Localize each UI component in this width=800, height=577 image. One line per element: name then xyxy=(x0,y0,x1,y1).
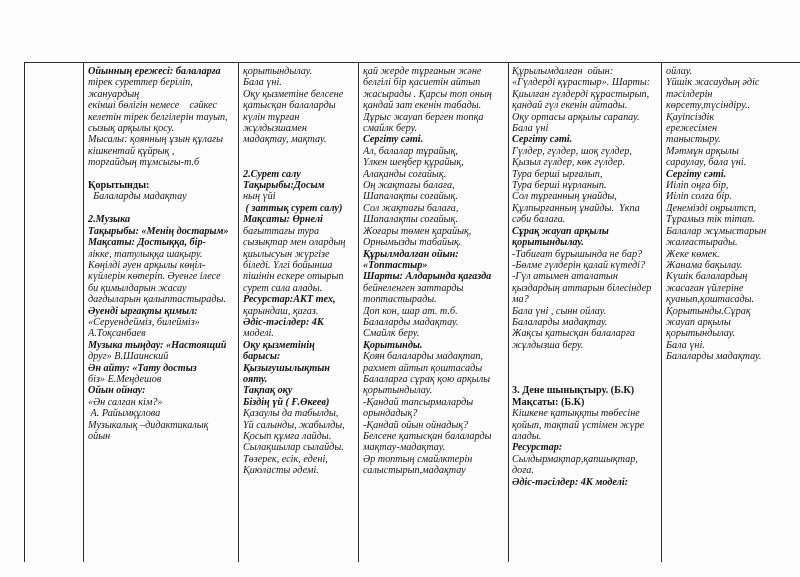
text-line: тірек суреттер беріліп, xyxy=(88,77,193,89)
text-line: пішінін ескере отырып xyxy=(243,271,344,283)
text-line: А.Тоқсанбаев xyxy=(88,328,146,340)
text-line: Балаларға сұрақ қою арқылы xyxy=(363,373,491,385)
text-line: таныстыру. xyxy=(666,134,721,146)
text-line: -Қандай тапсырмаларды xyxy=(363,396,474,408)
text-line: Көңілді әуен арқылы көңіл- xyxy=(88,259,206,271)
text-line: мақтау-мадақтау. xyxy=(363,442,446,454)
text-line: бағыттағы тура xyxy=(243,225,320,237)
text-line: Күшік балалардың xyxy=(666,271,748,283)
text-line: Жанама бақылау. xyxy=(666,259,743,271)
text-line: келетін тірек белгілерін тауып, xyxy=(88,111,228,123)
text-line: Оқу қызметіне белсене xyxy=(243,88,344,100)
text-line: Қызыл гүлдер, көк гүлдер. xyxy=(512,157,626,169)
text-line: Белсене қатысқан балаларды xyxy=(363,431,492,442)
column-divider-5 xyxy=(661,62,662,562)
text-line: ойлау. xyxy=(666,66,693,77)
text-line: мадақтау, мақтау. xyxy=(243,134,327,146)
text-line: Оқу қызметінің xyxy=(243,339,315,351)
text-line: Төзерек, есік, едені, xyxy=(243,453,328,465)
text-line: Мақсаты: Достыққа, бір- xyxy=(88,237,206,249)
text-line: 3. Дене шынықтыру. (Б.К) xyxy=(512,385,635,397)
text-line: «Ән салған кім?» xyxy=(88,396,163,408)
text-line: Мақсаты: (Б.К) xyxy=(512,396,585,408)
text-line: Үй салынды, жабылды, xyxy=(243,419,345,431)
text-line: дағдыларын қалыптастырады. xyxy=(88,294,226,306)
text-line: Қорытынды. xyxy=(363,339,423,351)
text-line: Үйшік жасаудың әдіс xyxy=(666,77,760,89)
text-line: Бала үні xyxy=(512,123,549,135)
text-line: қиылысуын жүргізе xyxy=(243,248,330,260)
text-line: жасырады . Қарсы топ оның xyxy=(363,88,492,100)
text-line: топтастырады. xyxy=(363,294,437,306)
text-line: Үлкен шеңбер құрайық, xyxy=(363,157,464,169)
text-line: А. Райымқұлова xyxy=(88,408,161,420)
text-line: Тұрамыз тік тітап. xyxy=(666,214,755,226)
column-music-activity xyxy=(88,66,236,442)
text-line: Қызығушылықтын xyxy=(243,362,330,374)
text-line: қорытындылау. xyxy=(666,328,736,340)
text-line: Доп кон, шар ат. т.б. xyxy=(363,305,458,317)
text-line: қыздардың аттарын білесіндер xyxy=(512,282,652,294)
text-line: сызықтар мен олардың xyxy=(243,237,346,249)
text-line: алады. xyxy=(512,431,542,442)
column-divider-3 xyxy=(358,62,359,562)
text-line: жалғастырады. xyxy=(666,237,738,249)
text-line: Сылдырмақтар,қапшықтар, xyxy=(512,453,638,465)
text-line: Қорытынды: xyxy=(88,180,150,192)
text-line: Бала үні , сынн ойлау. xyxy=(512,305,607,317)
text-line: Әуенді ырғақты қимыл: xyxy=(88,305,198,317)
text-line: моделі. xyxy=(243,328,274,340)
text-line: екінші бөлігін немесе сәйкес xyxy=(88,100,217,112)
text-line: би қимылдарын жасау xyxy=(88,282,187,294)
column-flowers-and-pe xyxy=(512,66,659,488)
text-line: Сергіту сәті. xyxy=(363,134,424,146)
text-line: қандай гүл екенін айтады. xyxy=(512,100,628,112)
text-line: Ал, балалар тұрайық, xyxy=(363,145,458,157)
text-line: доға. xyxy=(512,465,534,477)
text-line: Балалар жұмыстарын xyxy=(666,225,767,237)
text-line: Музыкалық –дидактикалық xyxy=(88,419,209,431)
text-line: Шапалақты соғайық. xyxy=(363,191,458,203)
text-line: Қоян балаларды мадақтап, xyxy=(363,351,483,363)
text-line: жасаған үйлеріне xyxy=(666,282,744,294)
text-line: қорытындылау. xyxy=(363,385,433,397)
text-line xyxy=(243,157,356,168)
text-line: рахмет айтып қоштасады xyxy=(363,362,483,374)
text-line: лікке, татулыққа шақыру. xyxy=(88,248,203,260)
text-line: Шарты: Алдарында қағазда xyxy=(363,271,492,283)
text-line: жұлдызшамен xyxy=(243,123,307,135)
text-line: Орнымызды табайық. xyxy=(363,237,462,249)
text-line: -Гүл атымен аталатын xyxy=(512,271,618,283)
text-line: күлін тұрған xyxy=(243,111,300,123)
column-divider-4 xyxy=(508,62,509,562)
text-line xyxy=(88,203,236,214)
column-divider-1 xyxy=(83,62,84,562)
text-line: жауап арқылы xyxy=(666,316,731,328)
text-line: Әдіс-тәсілдер: 4К моделі: xyxy=(512,476,629,488)
text-line: ояту. xyxy=(243,373,268,385)
text-line: «Топтастыр» xyxy=(363,259,428,271)
text-line: «Гүлдерді құрастыр». Шарты: xyxy=(512,77,651,89)
text-line: Дұрыс жауап берген топқа xyxy=(363,111,484,123)
text-line: Балаларды мадақтау. xyxy=(363,316,459,328)
text-line: Сұрақ жауап арқылы xyxy=(512,225,609,237)
text-line: Біздің үй ( Ғ.Өкеев) xyxy=(243,396,330,408)
text-line xyxy=(512,363,659,374)
text-line: Әр топтың смайлктерін xyxy=(363,453,473,465)
text-line: Ресурстар: xyxy=(512,442,563,454)
text-line: орындадық? xyxy=(363,408,418,420)
text-line: Тақпақ оқу xyxy=(243,385,293,397)
text-line: Мақсаты: Өрнелі xyxy=(243,214,323,226)
text-line: Гүлдер, гүлдер, шоқ гүлдер, xyxy=(512,145,632,157)
text-line: Шапалақты соғайық. xyxy=(363,214,458,226)
text-line: Музыка тыңдау: «Настоящий xyxy=(88,339,227,351)
text-line: Смайлк беру. xyxy=(363,328,420,340)
text-line xyxy=(88,169,236,180)
text-line: Құлпырғанның ұнайды. Үкпа xyxy=(512,202,640,214)
text-line: Балаларды мадақтау. xyxy=(512,316,608,328)
text-line: Оқу ортасы арқылы сарапау. xyxy=(512,111,640,123)
text-line: қарындаш, қағаз. xyxy=(243,305,319,317)
text-line: Тақырыбы:Досым xyxy=(243,180,325,192)
text-line: ның үйі xyxy=(243,191,276,203)
text-line: Қорытынды.Сұрақ xyxy=(666,305,751,317)
text-line: Оң жақтағы балаға, xyxy=(363,180,455,192)
text-line: күйлерін көтеріп. Әуенге ілесе xyxy=(88,271,221,283)
text-line: «Серуендейміз, билейміз» xyxy=(88,316,200,328)
text-line: Жоғары төмен қарайық, xyxy=(363,225,472,237)
text-line: біз» Е.Меңдешов xyxy=(88,373,162,385)
text-line: қатысқан балаларды xyxy=(243,100,336,112)
text-line: Жақсы қатысқан балаларға xyxy=(512,328,635,340)
column-drawing-activity xyxy=(243,66,356,477)
text-line xyxy=(512,351,659,362)
text-line: Денемізді оңрылтсп, xyxy=(666,202,757,214)
text-line: Сол тұрғанның ұнайды, xyxy=(512,191,617,203)
text-line: қорытындылау. xyxy=(243,66,313,77)
text-line: қорытындылау. xyxy=(512,237,584,249)
column-group-game xyxy=(363,66,506,477)
text-line: Бала үні. xyxy=(666,339,705,351)
text-line: -Табиғат бұрышында не бар? xyxy=(512,248,643,260)
text-line: қандай зат екенін табады. xyxy=(363,100,482,112)
text-line: Иіліп солға бір. xyxy=(666,191,732,203)
text-line: Алақанды соғайық. xyxy=(363,168,447,180)
text-line: Қиылған гүлдерді құрастырып, xyxy=(512,88,650,100)
text-line: Ойын ойнау: xyxy=(88,385,146,397)
text-line: торғайдың тұмсығы-т.б xyxy=(88,157,200,169)
text-line: 2.Музыка xyxy=(88,214,131,226)
text-line: сызық арқылы қосу. xyxy=(88,123,175,135)
text-line: Кішкене қатыққты төбесіне xyxy=(512,408,640,420)
text-line: Мәтмұн арқылы xyxy=(666,145,739,157)
text-line xyxy=(243,146,356,157)
text-line: Қиюласты әдемі. xyxy=(243,465,319,477)
text-line: Иіліп оңға бір, xyxy=(666,180,729,192)
text-line: Тура берші ырғалып, xyxy=(512,168,603,180)
text-line: Әдіс-тәсілдер: 4К xyxy=(243,316,324,328)
text-line: Құрылмдалған ойын: xyxy=(363,248,459,260)
text-line: Тура берші нұрланып. xyxy=(512,180,607,192)
text-line: көрсету,түсіндіру.. xyxy=(666,100,751,112)
text-line: сәби балаға. xyxy=(512,214,566,226)
column-divider-2 xyxy=(238,62,239,562)
text-line: қай жерде тұрғанын және xyxy=(363,66,482,77)
text-line: бейнеленген заттарды xyxy=(363,282,464,294)
text-line: смайлк беру. xyxy=(363,123,417,135)
text-line: Ойынның ережесі: балаларға xyxy=(88,66,221,77)
text-line: Сылақшылар сылайды. xyxy=(243,442,344,454)
text-line: қуанып,қоштасады. xyxy=(666,294,755,306)
text-line: жұлдызша беру. xyxy=(512,339,584,351)
text-line: Тақырыбы: «Менің достарым» xyxy=(88,225,229,237)
column-house-construction xyxy=(666,66,798,363)
text-line: жануардың xyxy=(88,88,140,100)
table-border-left xyxy=(24,62,25,562)
text-line: Балаларды мадақтау. xyxy=(666,351,762,363)
text-line: біледі. Үлгі бойынша xyxy=(243,259,333,271)
text-line: сараулау, бала үні. xyxy=(666,157,747,169)
text-line: барысы: xyxy=(243,351,281,363)
text-line: -Бөлме гүлдерін қалай күтеді? xyxy=(512,259,646,271)
text-line: сурет сала алады. xyxy=(243,282,323,294)
text-line: Бала үні. xyxy=(243,77,282,89)
text-line: друг» В.Шаинский xyxy=(88,351,169,363)
text-line: ойын xyxy=(88,431,111,442)
text-line: Сол жақтағы балаға, xyxy=(363,202,459,214)
text-line: Құрылымдалған ойын: xyxy=(512,66,614,77)
text-line: Жеке көмек. xyxy=(666,248,720,260)
text-line: салыстырып,мадақтау xyxy=(363,465,466,477)
text-line: 2.Сурет салу xyxy=(243,168,301,180)
text-line: -Қандай ойын ойнадық? xyxy=(363,419,469,431)
text-line: белгілі бір қасиетін айтып xyxy=(363,77,481,89)
text-line: Қазаулы да табылды, xyxy=(243,408,339,420)
text-line: Сергіту сәті. xyxy=(512,134,573,146)
text-line: Қосып құмға лайды. xyxy=(243,431,332,442)
text-line: кішкентай құйрық , xyxy=(88,145,175,157)
text-line: Ән айту: «Тату достыз xyxy=(88,362,197,374)
text-line: қойып, тақтай үстімен жүре xyxy=(512,419,645,431)
text-line: ( заттық сурет салу) xyxy=(243,202,343,214)
text-line xyxy=(512,374,659,385)
text-line: ма? xyxy=(512,294,529,306)
text-line: Балаларды мадақтау xyxy=(88,191,187,203)
text-line: Ресурстар:АКТ тех, xyxy=(243,294,336,306)
text-line: ережесімен xyxy=(666,123,718,135)
text-line: Мысалы: қоянның ұзын құлағы xyxy=(88,134,224,146)
text-line: тәсілдерін xyxy=(666,88,713,100)
text-line: Қауіпсіздік xyxy=(666,111,715,123)
text-line: Сергіту сәті. xyxy=(666,168,727,180)
